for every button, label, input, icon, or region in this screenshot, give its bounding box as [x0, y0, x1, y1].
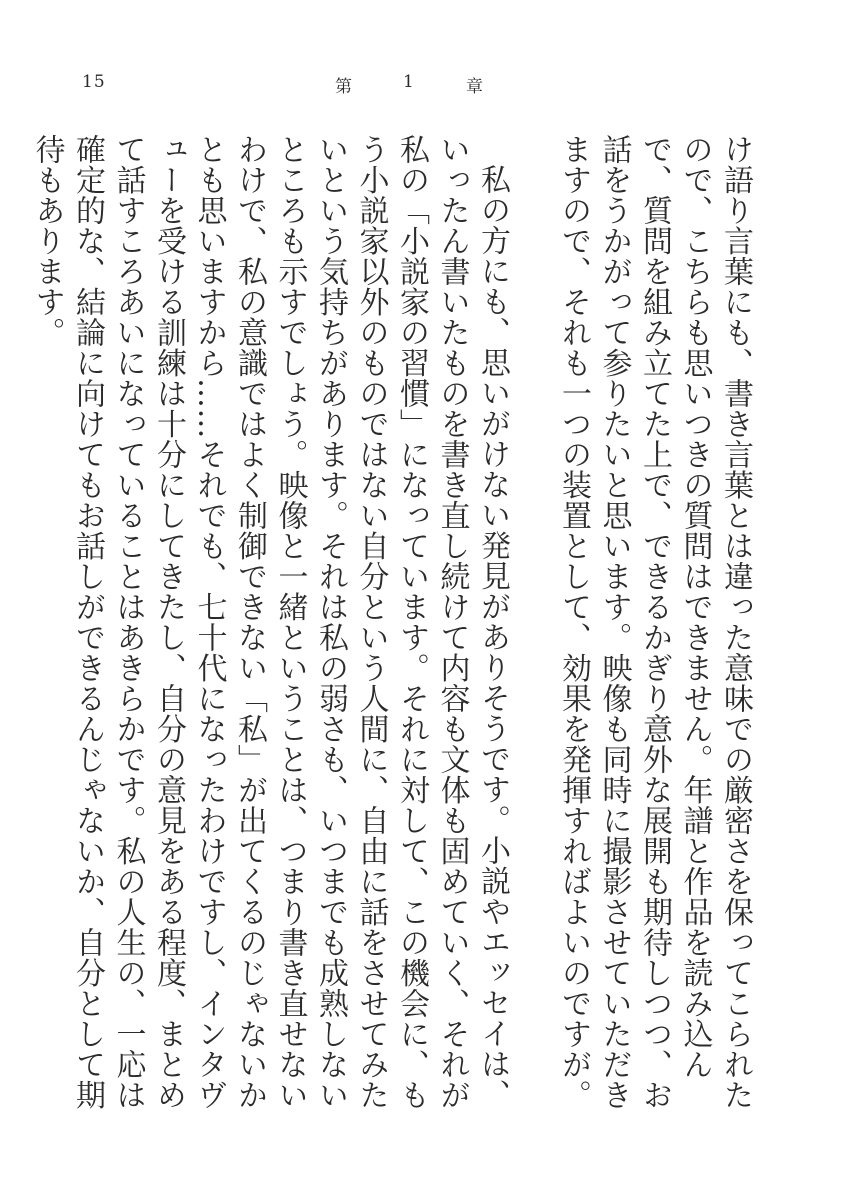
paragraph-gap	[512, 134, 553, 1124]
chapter-label-prefix: 第	[335, 77, 352, 97]
chapter-label-suffix: 章	[466, 77, 483, 97]
paragraph-2: 私の方にも、思いがけない発見がありそうです。小説やエッセイは、いったん書いたものを書き直し続けて内容も文体も固めていく、それが私の「小説家の習慣」になっています。それに対して、この機会に、もう小説家以外のものではない自分という人間に、自由に話をさせてみたいという気持ちがあります。それは私の弱さも、いつまでも成熟しないところも示すでしょう。映像と一緒ということは、つまり書き直せないわけで、私の意識ではよく制御できない「私」が出てくるのじゃないかとも思いますから……それでも、七十代になったわけですし、インタヴューを受ける訓練は十分にしてきたし、自分の意見をある程度、まとめて話すころあいになっていることはあきらかです。私の人生の、一応は確定的な、結論に向けてもお話しができるんじゃないか、自分として期待もあります。	[29, 134, 510, 1110]
paragraph-1: け語り言葉にも、書き言葉とは違った意味での厳密さを保ってこられたので、こちらも思いつきの質問はできません。年譜と作品を読み込んで、質問を組み立てた上で、できるかぎり意外な展開も期待しつつ、お話をうかがって参りたいと思います。映像も同時に撮影させていただきますので、それも一つの装置として、効果を発揮すればよいのですが。	[556, 134, 753, 1110]
chapter-number: 1	[403, 72, 414, 92]
page-number: 15	[82, 72, 106, 92]
body-text	[29, 134, 755, 1124]
